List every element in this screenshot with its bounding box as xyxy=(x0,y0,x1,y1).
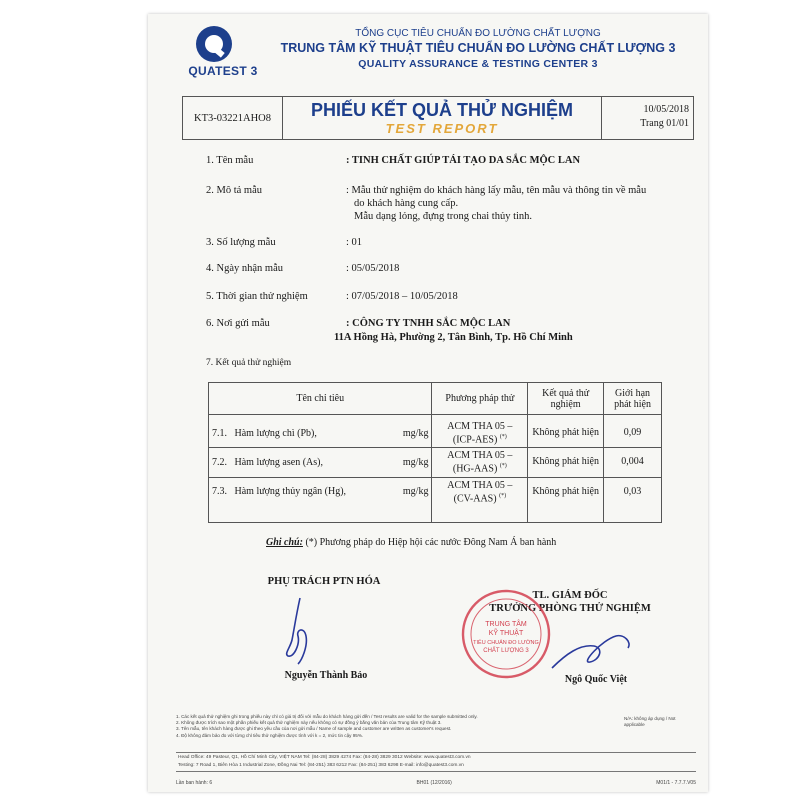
results-header-row xyxy=(209,383,662,415)
field-value: : 05/05/2018 xyxy=(346,263,400,274)
footer-left-code: Lần ban hành: 6 xyxy=(176,780,213,786)
col-header-result: Kết quả thử nghiệm xyxy=(528,383,604,415)
result-cell: Không phát hiện xyxy=(528,415,604,448)
field-label: 4. Ngày nhận mẫu xyxy=(206,263,283,274)
method-cell xyxy=(432,448,528,477)
svg-text:TIÊU CHUẨN ĐO LƯỜNG: TIÊU CHUẨN ĐO LƯỜNG xyxy=(473,640,539,646)
footer-codes xyxy=(176,780,696,786)
row-name: Hàm lượng thủy ngân (Hg), xyxy=(234,486,347,498)
footer-head-office: Head Office: 49 Pasteur, Q1, Hồ Chí Minh City, VIỆT NAM Tel: (84-28) 3829 4274 Fax: (84-28) 3829 3012 Website: www.quatest3.com.vn xyxy=(178,755,471,760)
row-number: 7.1. xyxy=(212,427,227,439)
handwritten-signature-right xyxy=(546,624,636,674)
field-value xyxy=(346,184,666,223)
svg-text:TRUNG TÂM: TRUNG TÂM xyxy=(485,621,527,628)
field-value: : 01 xyxy=(346,237,363,248)
method-line: ACM THA 05 – xyxy=(447,479,513,491)
field-value-line: 11A Hồng Hà, Phường 2, Tân Bình, Tp. Hồ Chí Minh xyxy=(334,332,573,343)
field-value-line: : Mẫu thử nghiệm do khách hàng lấy mẫu, tên mẫu và thông tin về mẫu xyxy=(346,185,647,196)
quatest-logo xyxy=(178,24,258,94)
field-label: 2. Mô tả mẫu xyxy=(206,185,262,196)
field-label: 5. Thời gian thử nghiệm xyxy=(206,291,308,302)
table-row xyxy=(209,448,662,477)
method-line: (HG-AAS) xyxy=(452,463,498,475)
right-title-line-2: TRƯỞNG PHÒNG THỬ NGHIỆM xyxy=(489,603,651,614)
footer-mid-code: BH01 (12/2016) xyxy=(416,780,452,786)
footer-note: 2. Không được trích sao một phần phiếu kết quả thử nghiệm này nếu không có sự đồng ý bằng văn bản của Trung tâm Kỹ thuật 3. xyxy=(176,720,442,726)
right-signatory-name: Ngô Quốc Việt xyxy=(564,674,628,685)
org-line-3: QUALITY ASSURANCE & TESTING CENTER 3 xyxy=(358,58,598,70)
report-title-en: TEST REPORT xyxy=(385,121,499,136)
method-cell xyxy=(432,415,528,448)
org-line-2: TRUNG TÂM KỸ THUẬT TIÊU CHUẨN ĐO LƯỜNG CHẤT LƯỢNG 3 xyxy=(280,41,676,55)
footer-note: 1. Các kết quả thử nghiệm ghi trong phiếu này chỉ có giá trị đối với mẫu do khách hàng gửi đến / Test results are valid for the sample submitted only. xyxy=(176,714,478,719)
table-row xyxy=(209,477,662,522)
right-title-line-1: TL. GIÁM ĐỐC xyxy=(532,590,608,601)
field-value-line: Mẫu dạng lỏng, đựng trong chai thủy tinh. xyxy=(354,211,533,222)
limit-cell: 0,03 xyxy=(604,477,662,522)
organization-header xyxy=(258,28,698,70)
field-label: 1. Tên mẫu xyxy=(206,155,254,166)
svg-text:KỸ THUẬT: KỸ THUẬT xyxy=(488,630,524,637)
footer-right-code: M01/1 - 7.7.7.V05 xyxy=(656,780,696,786)
logo-text: QUATEST 3 xyxy=(188,64,258,78)
method-mark: (*) xyxy=(499,463,507,470)
left-signatory-name: Nguyễn Thành Bảo xyxy=(284,670,368,681)
quatest-logo-icon xyxy=(194,24,234,64)
row-name: Hàm lượng chì (Pb), xyxy=(234,427,317,439)
parameter-cell xyxy=(209,448,432,477)
results-table xyxy=(208,382,662,523)
field-value xyxy=(334,317,666,344)
report-title xyxy=(283,97,601,139)
footnote-text: (*) Phương pháp do Hiệp hội các nước Đông Nam Á ban hành xyxy=(305,537,557,548)
report-title-vi: PHIẾU KẾT QUẢ THỬ NGHIỆM xyxy=(311,100,573,120)
official-stamp xyxy=(460,588,552,680)
field-value: : TINH CHẤT GIÚP TÁI TẠO DA SẮC MỘC LAN xyxy=(346,155,581,166)
col-header-limit: Giới hạn phát hiện xyxy=(604,383,662,415)
limit-cell: 0,09 xyxy=(604,415,662,448)
field-value-line: : CÔNG TY TNHH SẮC MỘC LAN xyxy=(346,318,511,329)
svg-text:CHẤT LƯỢNG 3: CHẤT LƯỢNG 3 xyxy=(483,648,529,654)
method-line: ACM THA 05 – xyxy=(447,450,513,462)
footer-note: 4. Độ không đảm bảo đo với từng chỉ tiêu thử nghiệm được tính với k = 2, mức tin cậy 95%. xyxy=(176,732,364,738)
field-label: 7. Kết quả thử nghiệm xyxy=(206,358,292,368)
footnote xyxy=(266,537,556,548)
method-cell xyxy=(432,477,528,522)
handwritten-signature-left xyxy=(278,596,318,666)
result-cell: Không phát hiện xyxy=(528,448,604,477)
col-header-method: Phương pháp thử xyxy=(432,383,528,415)
footer-side-note: N/A: không áp dụng / Not applicable xyxy=(624,716,676,727)
method-line: (CV-AAS) xyxy=(453,492,497,504)
parameter-cell xyxy=(209,477,432,522)
field-label: 6. Nơi gửi mẫu xyxy=(206,318,270,329)
footer-testing: Testing: 7 Road 1, Biên Hòa 1 Industrial Zone, Đồng Nai Tel: (84-251) 383 6212 Fax: (84-251) 383 6298 E-mail: info@quatest3.com.vn xyxy=(178,763,464,768)
row-unit: mg/kg xyxy=(402,486,429,498)
report-code: KT3-03221AHO8 xyxy=(183,97,283,139)
field-value: : 07/05/2018 – 10/05/2018 xyxy=(346,291,458,302)
test-report-document xyxy=(148,14,708,792)
row-unit: mg/kg xyxy=(402,456,429,468)
field-value-line: do khách hàng cung cấp. xyxy=(354,198,459,209)
row-name: Hàm lượng asen (As), xyxy=(234,456,323,468)
footer-notes xyxy=(176,714,616,739)
method-line: (ICP-AES) xyxy=(452,434,498,446)
report-date: 10/05/2018 xyxy=(643,104,689,115)
col-header-parameter: Tên chỉ tiêu xyxy=(209,383,432,415)
table-row xyxy=(209,415,662,448)
report-page: Trang 01/01 xyxy=(640,118,689,129)
footnote-label: Ghi chú: xyxy=(266,537,303,548)
parameter-cell xyxy=(209,415,432,448)
row-number: 7.2. xyxy=(212,456,227,468)
org-line-1: TỔNG CỤC TIÊU CHUẨN ĐO LƯỜNG CHẤT LƯỢNG xyxy=(355,28,601,39)
method-line: ACM THA 05 – xyxy=(447,421,513,432)
field-label: 3. Số lượng mẫu xyxy=(206,237,276,248)
left-signatory-title: PHỤ TRÁCH PTN HÓA xyxy=(267,576,381,587)
report-date-box xyxy=(601,97,693,139)
row-unit: mg/kg xyxy=(402,427,429,439)
report-header-box xyxy=(182,96,694,140)
method-mark: (*) xyxy=(499,434,507,440)
method-mark: (*) xyxy=(499,492,507,499)
row-number: 7.3. xyxy=(212,486,227,498)
limit-cell: 0,004 xyxy=(604,448,662,477)
footer-contacts xyxy=(176,752,696,772)
result-cell: Không phát hiện xyxy=(528,477,604,522)
footer-note: 3. Tên mẫu, tên khách hàng được ghi theo yêu cầu của nơi gửi mẫu / Name of sample and customer are written as customer's request. xyxy=(176,726,452,732)
